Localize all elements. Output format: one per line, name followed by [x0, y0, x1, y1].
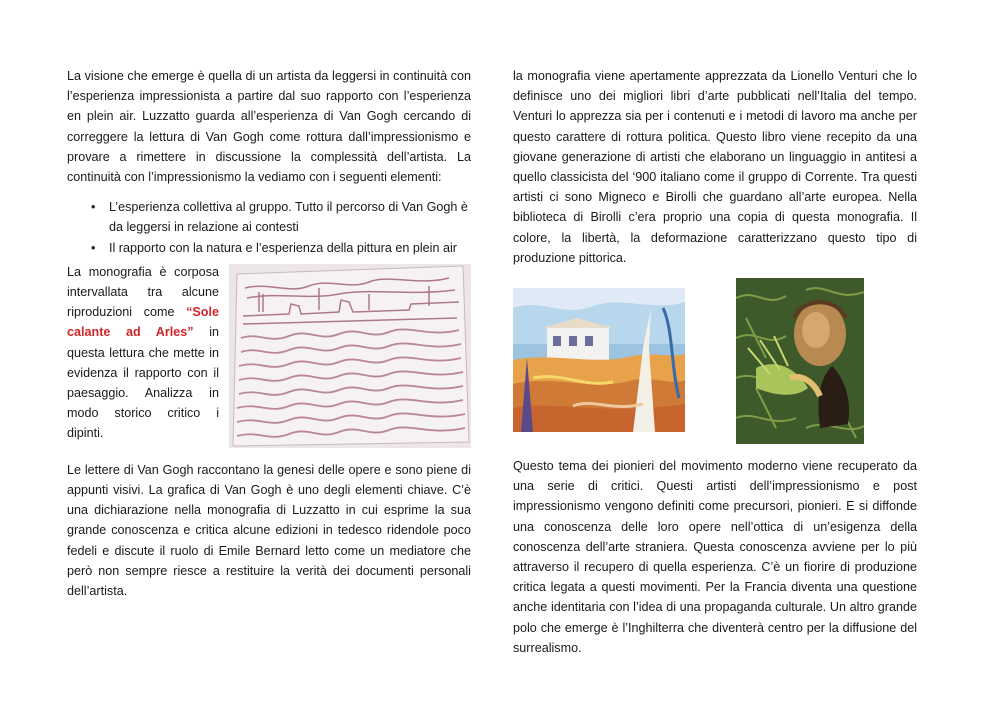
monograph-paragraph — [67, 262, 219, 444]
monograph-text-start: La monografia è corposa intervallata tra alcune riproduzioni come — [67, 264, 219, 320]
monograph-text-end: in questa lettura che mette in evidenza il rapporto con il paesaggio. Analizza in modo storico critico i dipinti. — [67, 325, 219, 441]
right-column — [513, 66, 917, 658]
list-item: • Il rapporto con la natura e l’esperienza della pittura en plein air — [109, 238, 471, 258]
intro-paragraph: La visione che emerge è quella di un artista da leggersi in continuità con l’esperienza impressionista a partire dal suo rapporto con l’esperienza en plein air. Luzzatto guarda all’esperienza di Van Gogh cercando di correggere la lettura di Van Gogh come rottura dall’impressionismo e provare a rimettere in discussione la complessità dell’artista. La continuità con l’impressionismo la vediamo con i seguenti elementi: — [67, 69, 471, 185]
painting-title-highlight: “Sole calante ad Arles” — [67, 305, 219, 340]
left-column — [67, 66, 471, 601]
elements-list — [67, 197, 471, 258]
monograph-section — [67, 262, 471, 450]
sole-calante-sketch-image — [229, 264, 471, 448]
list-item: • L’esperienza collettiva al gruppo. Tutto il percorso di Van Gogh è da leggersi in relazione ai contesti — [109, 197, 471, 237]
venturi-paragraph: la monografia viene apertamente apprezzata da Lionello Venturi che lo definisce uno dei migliori libri d’arte pubblicati nell’Italia del tempo. Venturi lo apprezza sia per i contenuti e i metodi di lavoro ma anche per questo carattere di rottura politica. Questo libro viene recepito da una giovane generazione di artisti che elaborano un linguaggio in antitesi a quello classicista del ‘900 italiano come il gruppo di Corrente. Tra questi artisti ci sono Migneco e Birolli che guardano all’arte europea. Nella biblioteca di Birolli c’era proprio una copia di questa monografia. Il colore, la libertà, la deformazione caratterizzano questo tipo di produzione pittorica. — [513, 69, 917, 265]
migneco-landscape-painting-image — [513, 288, 685, 432]
letters-paragraph: Le lettere di Van Gogh raccontano la genesi delle opere e sono piene di appunti visivi. La grafica di Van Gogh è uno degli elementi chiave. C’è una dichiarazione nella monografia di Luzzatto in cui esprime la sua grande conoscenza e critica alcune edizioni in tedesco ridendole poco fedeli e discute il ruolo di Emile Bernard letto come un mediatore che però non sempre riesce a restituire la verità dei documenti personali dell’artista. — [67, 462, 471, 599]
paintings-row — [513, 278, 917, 446]
birolli-figure-painting-image — [736, 278, 864, 444]
pionieri-paragraph: Questo tema dei pionieri del movimento moderno viene recuperato da una serie di critici. Questi artisti dell’impressionismo e post impressionismo vengono definiti come precursori, pionieri. E si diffonde una conoscenza delle loro opere nell’ottica di un’esigenza della conoscenza dell’arte straniera. Questa conoscenza avviene per lo più attraverso il recupero di quella esperienza. C’è un fiorire di produzione critica legata a questi movimenti. Per la Francia diventa una questione anche identitaria con l’idea di una propaganda culturale. Un altro grande polo che emerge è l’Inghilterra che diventerà centro per la diffusione del surrealismo. — [513, 459, 917, 655]
